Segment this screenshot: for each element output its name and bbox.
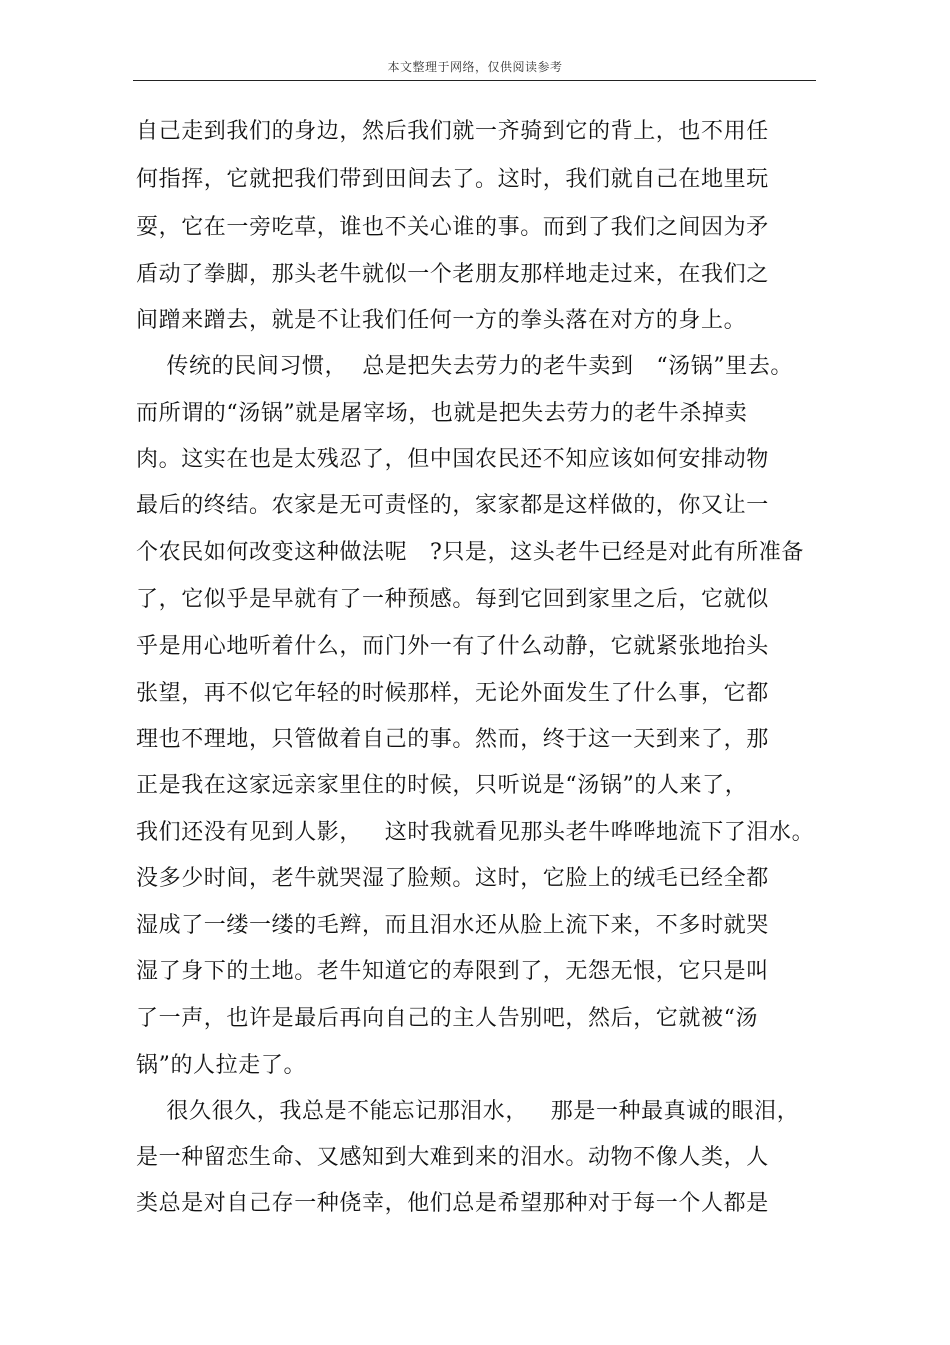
- text-line: 传统的民间习惯， 总是把失去劳力的老牛卖到 “汤锅”里去。: [136, 354, 794, 379]
- text-line: 了，它似乎是早就有了一种预感。每到它回到家里之后，它就似: [136, 587, 769, 612]
- text-line: 张望，再不似它年轻的时候那样，无论外面发生了什么事，它都: [136, 681, 769, 706]
- text-line: 间蹭来蹭去，就是不让我们任何一方的拳头落在对方的身上。: [136, 308, 747, 333]
- text-line: 我们还没有见到人影， 这时我就看见那头老牛哗哗地流下了泪水。: [136, 820, 815, 845]
- text-line: 湿了身下的土地。老牛知道它的寿限到了，无怨无恨，它只是叫: [136, 959, 769, 984]
- text-line: 锅”的人拉走了。: [136, 1053, 307, 1078]
- text-line: 类总是对自己存一种侥幸，他们总是希望那种对于每一个人都是: [136, 1191, 769, 1216]
- text-line: 理也不理地，只管做着自己的事。然而，终于这一天到来了，那: [136, 727, 769, 752]
- text-line: 乎是用心地听着什么，而门外一有了什么动静，它就紧张地抬头: [136, 634, 769, 659]
- text-line: 个农民如何改变这种做法呢 ?只是，这头老牛已经是对此有所准备: [136, 540, 804, 565]
- text-line: 没多少时间，老牛就哭湿了脸颊。这时，它脸上的绒毛已经全都: [136, 866, 769, 891]
- text-line: 最后的终结。农家是无可责怪的，家家都是这样做的，你又让一: [136, 493, 769, 518]
- text-line: 是一种留恋生命、又感知到大难到来的泪水。动物不像人类，人: [136, 1145, 769, 1170]
- text-line: 湿成了一缕一缕的毛辫，而且泪水还从脸上流下来，不多时就哭: [136, 913, 769, 938]
- page-header: 本文整理于网络，仅供阅读参考: [387, 60, 563, 74]
- text-line: 了一声，也许是最后再向自己的主人告别吧，然后，它就被“汤: [136, 1006, 759, 1031]
- text-line: 盾动了拳脚，那头老牛就似一个老朋友那样地走过来，在我们之: [136, 262, 769, 287]
- text-line: 肉。这实在也是太残忍了，但中国农民还不知应该如何安排动物: [136, 447, 769, 472]
- text-line: 自己走到我们的身边，然后我们就一齐骑到它的背上，也不用任: [136, 119, 769, 144]
- text-line: 耍，它在一旁吃草，谁也不关心谁的事。而到了我们之间因为矛: [136, 215, 769, 240]
- text-line: 很久很久，我总是不能忘记那泪水， 那是一种最真诚的眼泪，: [136, 1099, 800, 1124]
- text-line: 正是我在这家远亲家里住的时候，只听说是“汤锅”的人来了，: [136, 773, 748, 798]
- text-line: 何指挥，它就把我们带到田间去了。这时，我们就自己在地里玩: [136, 167, 769, 192]
- text-line: 而所谓的“汤锅”就是屠宰场，也就是把失去劳力的老牛杀掉卖: [136, 401, 748, 426]
